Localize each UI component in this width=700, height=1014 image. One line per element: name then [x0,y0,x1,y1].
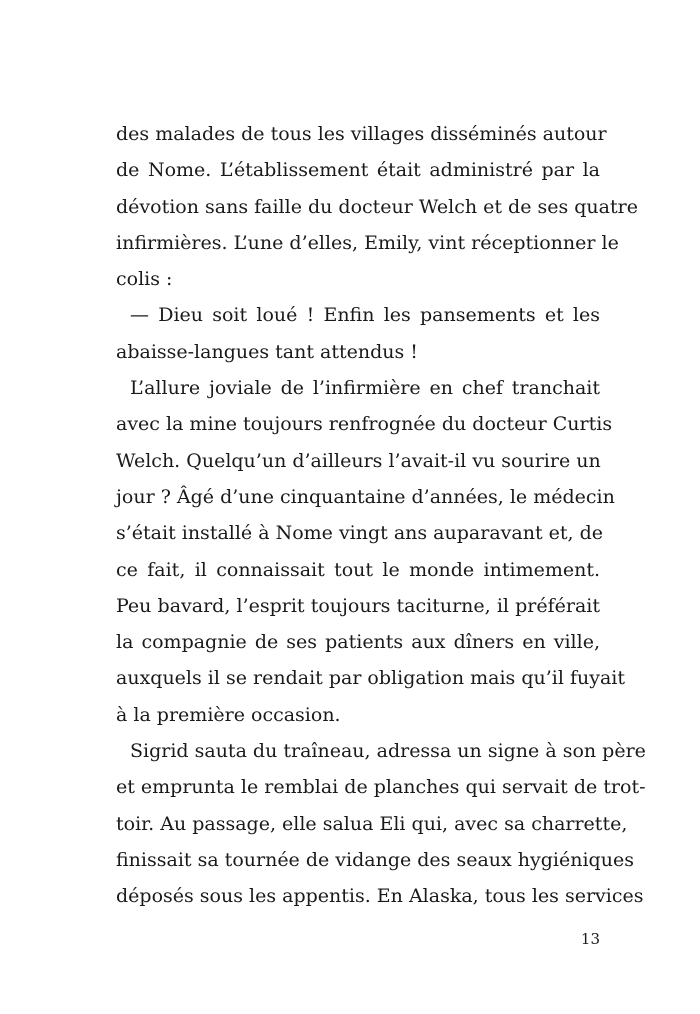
text-line: — Dieu soit loué ! Enfin les pansements et les [130,304,600,327]
page-number: 13 [580,930,600,948]
text-line: Welch. Quelqu’un d’ailleurs l’avait-il vu sourire un [116,449,601,472]
text-line: et emprunta le remblai de planches qui servait de trot- [116,776,646,799]
text-line: dévotion sans faille du docteur Welch et de ses quatre [116,195,638,218]
text-line: finissait sa tournée de vidange des seaux hygiéniques [116,848,634,871]
text-line: Peu bavard, l’esprit toujours taciturne, il préférait [116,594,600,617]
text-line: à la première occasion. [116,703,341,726]
text-line: toir. Au passage, elle salua Eli qui, avec sa charrette, [116,812,628,835]
text-line: déposés sous les appentis. En Alaska, tous les services [116,885,644,908]
text-line: de Nome. L’établissement était administré par la [116,159,600,182]
text-line: s’était installé à Nome vingt ans auparavant et, de [116,522,603,545]
text-line: abaisse-langues tant attendus ! [116,340,418,363]
text-line: la compagnie de ses patients aux dîners en ville, [116,631,600,654]
text-line: infirmières. L’une d’elles, Emily, vint réceptionner le [116,231,619,254]
text-line: colis : [116,268,173,291]
text-line: L’allure joviale de l’infirmière en chef tranchait [130,377,600,400]
text-line: auxquels il se rendait par obligation mais qu’il fuyait [116,667,625,690]
text-line: jour ? Âgé d’une cinquantaine d’années, le médecin [116,485,615,508]
text-line: des malades de tous les villages disséminés autour [116,123,607,145]
text-line: ce fait, il connaissait tout le monde intimement. [116,558,600,581]
text-line: Sigrid sauta du traîneau, adressa un signe à son père [130,740,646,763]
body-text [116,116,646,915]
text-line: avec la mine toujours renfrognée du docteur Curtis [116,413,613,436]
